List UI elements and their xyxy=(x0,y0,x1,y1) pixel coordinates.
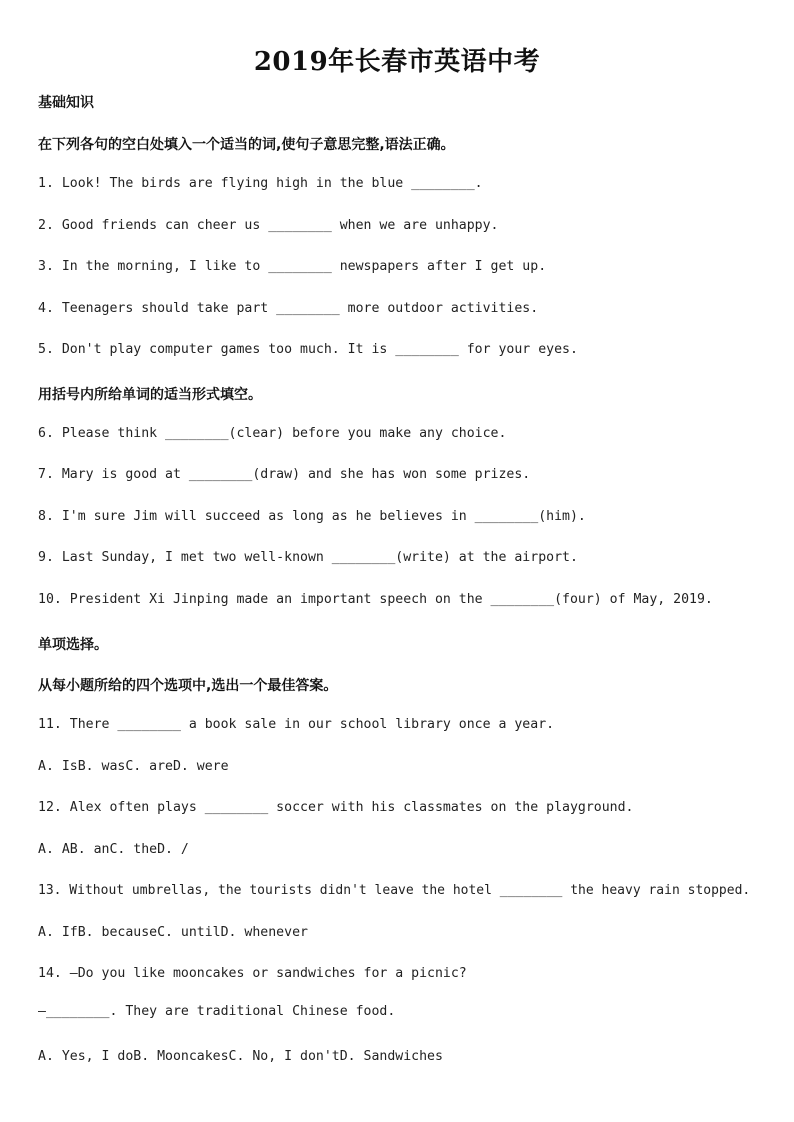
question-1: 1. Look! The birds are flying high in the blue ________. xyxy=(38,176,483,191)
question-3: 3. In the morning, I like to ________ newspapers after I get up. xyxy=(38,259,547,274)
question-13: 13. Without umbrellas, the tourists didn't leave the hotel ________ the heavy rain stopped. xyxy=(38,883,751,898)
section-heading-choice: 单项选择。 xyxy=(38,637,108,653)
question-10: 10. President Xi Jinping made an important speech on the ________(four) of May, 2019. xyxy=(38,592,713,607)
question-12: 12. Alex often plays ________ soccer with his classmates on the playground. xyxy=(38,800,634,815)
question-14: 14. —Do you like mooncakes or sandwiches for a picnic? xyxy=(38,966,467,981)
question-7: 7. Mary is good at ________(draw) and she has won some prizes. xyxy=(38,467,531,482)
question-12-options: A. AB. anC. theD. / xyxy=(38,842,189,857)
question-11-options: A. IsB. wasC. areD. were xyxy=(38,759,229,774)
form-instruction: 用括号内所给单词的适当形式填空。 xyxy=(38,387,262,403)
choice-instruction: 从每小题所给的四个选项中,选出一个最佳答案。 xyxy=(38,678,338,694)
question-2: 2. Good friends can cheer us ________ when we are unhappy. xyxy=(38,218,499,233)
question-11: 11. There ________ a book sale in our school library once a year. xyxy=(38,717,555,732)
question-14-options: A. Yes, I doB. MooncakesC. No, I don'tD. Sandwiches xyxy=(38,1049,443,1064)
question-6: 6. Please think ________(clear) before you make any choice. xyxy=(38,426,507,441)
page-title: 2019年长春市英语中考 xyxy=(253,47,541,77)
fill-instruction: 在下列各句的空白处填入一个适当的词,使句子意思完整,语法正确。 xyxy=(38,137,455,153)
question-13-options: A. IfB. becauseC. untilD. whenever xyxy=(38,925,308,940)
question-8: 8. I'm sure Jim will succeed as long as he believes in ________(him). xyxy=(38,509,586,524)
question-9: 9. Last Sunday, I met two well-known ________(write) at the airport. xyxy=(38,550,578,565)
question-5: 5. Don't play computer games too much. It is ________ for your eyes. xyxy=(38,342,578,357)
question-4: 4. Teenagers should take part ________ more outdoor activities. xyxy=(38,301,539,316)
question-14-reply: —________. They are traditional Chinese food. xyxy=(38,1004,396,1019)
section-heading-basic: 基础知识 xyxy=(38,95,94,111)
